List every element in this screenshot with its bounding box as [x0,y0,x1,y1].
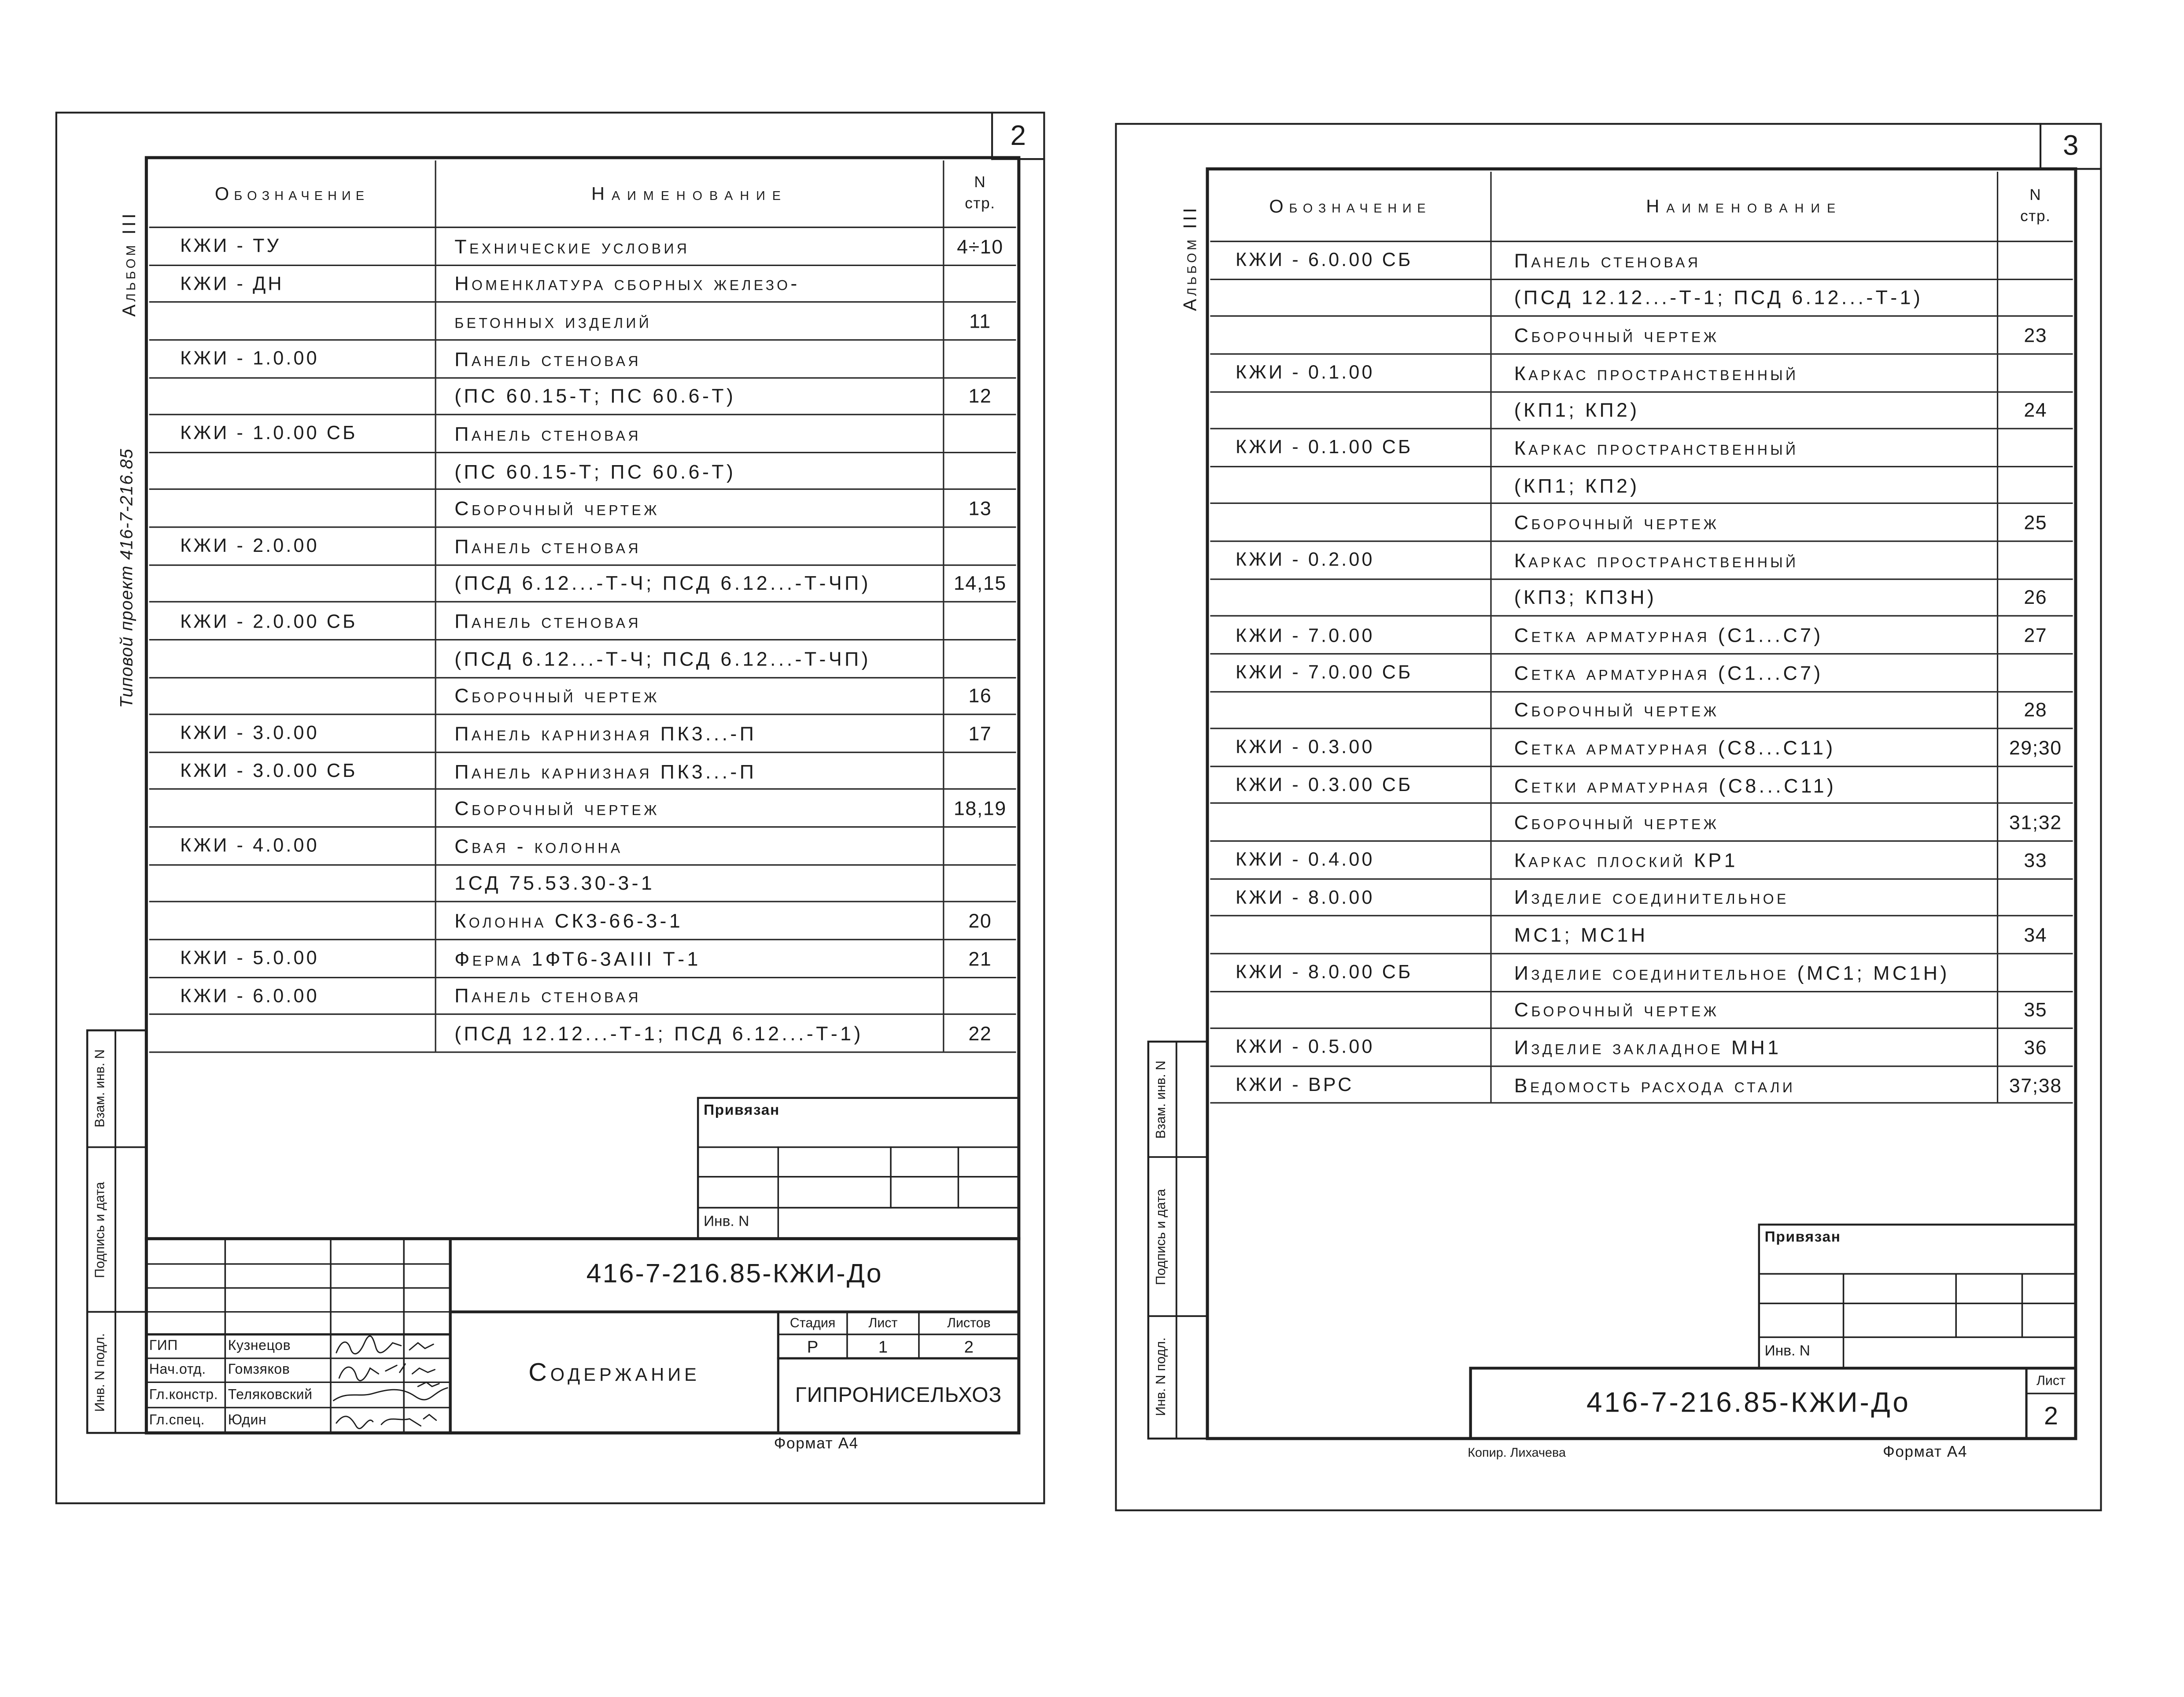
designation-cell: КЖИ - 7.0.00 [1210,617,1491,653]
table-row [1210,392,2073,429]
table-row [1210,692,2073,729]
name-cell: Панель карнизная ПК3...-П [436,753,944,789]
table-row [149,940,1016,977]
name-cell: Изделие соединительное [1492,879,1999,915]
left-document-code: 416-7-216.85-КЖИ-До [586,1260,883,1290]
table-row [1210,429,2073,467]
page-cell [944,415,1016,451]
page-header-label: стр. [965,195,996,212]
page-header-n: N [974,174,986,191]
name-cell: Сетки арматурная (С8...С11) [1492,767,1999,803]
signature-name: Юдин [228,1412,267,1428]
name-cell: Сборочный чертеж [1492,692,1999,728]
page-cell: 20 [968,909,992,932]
designation-cell [1210,917,1491,953]
table-row [149,303,1016,340]
designation-cell: КЖИ - 0.3.00 [1210,729,1491,765]
page-cell: 34 [2024,923,2048,946]
designation-cell: КЖИ - 5.0.00 [149,940,436,976]
designation-cell [1210,692,1491,728]
name-cell: Панель стеновая [436,603,944,639]
table-row [149,1015,1016,1053]
name-cell: 1СД 75.53.30-3-1 [436,865,944,901]
name-cell: Изделие закладное МН1 [1492,1029,1999,1065]
name-cell: Сетка арматурная (С8...С11) [1492,729,1999,765]
name-header: Наименование [1492,172,1999,241]
designation-cell: КЖИ - 7.0.00 СБ [1210,654,1491,691]
table-row [1210,842,2073,879]
left-inv-orig-label: Инв. N подл. [92,1333,109,1412]
page-cell: 4÷10 [957,235,1003,258]
organization-name: ГИПРОНИСЕЛЬХОЗ [795,1383,1002,1408]
designation-cell [1210,991,1491,1028]
name-cell: Каркас плоский КР1 [1492,842,1999,878]
name-cell: Свая - колонна [436,828,944,864]
designation-cell: КЖИ - 1.0.00 [149,340,436,377]
sheet-value: 1 [878,1336,888,1357]
table-row [149,790,1016,828]
page-cell [944,640,1016,677]
table-body [149,228,1016,1053]
page-cell [1998,542,2073,578]
page-cell [1998,355,2073,391]
name-cell: Сетка арматурная (С1...С7) [1492,617,1999,653]
table-header [1210,172,2073,242]
table-row [149,640,1016,678]
page-cell: 36 [2024,1035,2048,1059]
page-cell: 21 [968,946,992,969]
page-cell: 35 [2024,998,2048,1021]
name-cell: (КП3; КП3Н) [1492,580,1999,616]
name-header: Наименование [436,160,944,226]
name-cell: (КП1; КП2) [1492,467,1999,503]
name-cell: МС1; МС1Н [1492,917,1999,953]
copied-by-label: Копир. Лихачева [1468,1446,1566,1460]
name-cell: Сборочный чертеж [1492,317,1999,353]
page-cell: 25 [2024,511,2048,534]
table-row [1210,242,2073,280]
designation-cell [149,902,436,939]
page-cell [944,753,1016,789]
designation-cell [149,490,436,526]
table-row [1210,542,2073,579]
page-cell: 31;32 [2009,811,2062,834]
sheets-label: Листов [947,1315,991,1331]
table-row [1210,804,2073,842]
designation-cell: КЖИ - 3.0.00 [149,715,436,751]
right-sheet-label: Лист [2036,1373,2066,1389]
name-cell: Сборочный чертеж [436,490,944,526]
page-cell [1998,767,2073,803]
page-cell: 33 [2024,848,2048,871]
left-format-label: Формат А4 [774,1435,859,1453]
designation-cell: КЖИ - 0.1.00 [1210,355,1491,391]
right-album-label: Альбом III [1179,204,1201,311]
page-cell: 17 [968,722,992,745]
name-cell: Панель карнизная ПК3...-П [436,715,944,751]
designation-cell: КЖИ - 2.0.00 [149,528,436,564]
name-cell: Сборочный чертеж [1492,804,1999,840]
page-cell: 11 [969,310,991,333]
page-cell [1998,467,2073,503]
stage-label: Стадия [789,1315,836,1331]
signature-role: ГИП [149,1338,178,1354]
name-cell: бетонных изделий [436,303,944,339]
designation-cell [149,678,436,714]
left-document-title: Содержание [528,1357,700,1386]
name-cell: Панель стеновая [436,340,944,377]
designation-cell: КЖИ - 6.0.00 СБ [1210,242,1491,278]
designation-cell [149,640,436,677]
table-row [1210,729,2073,767]
page-cell [944,828,1016,864]
name-cell: Панель стеновая [436,978,944,1014]
name-cell: Технические условия [436,228,944,264]
table-row [1210,879,2073,917]
page-cell: 22 [968,1022,992,1045]
designation-cell: КЖИ - 0.2.00 [1210,542,1491,578]
signature-role: Гл.констр. [149,1387,218,1403]
designation-cell: КЖИ - 0.1.00 СБ [1210,429,1491,466]
name-cell: (ПС 60.15-Т; ПС 60.6-Т) [436,453,944,489]
right-sheet-number: 3 [2062,130,2079,161]
table-row [149,378,1016,415]
designation-cell [1210,504,1491,540]
table-row [1210,504,2073,542]
page-cell: 14,15 [953,572,1007,595]
stage-value: Р [807,1336,819,1357]
left-attached-inv: Инв. N [703,1213,749,1231]
designation-cell [1210,317,1491,353]
table-row [149,566,1016,603]
designation-cell [1210,467,1491,503]
left-attached-label: Привязан [703,1102,780,1119]
table-row [1210,654,2073,692]
signature-name: Гомзяков [228,1362,290,1378]
designation-cell: КЖИ - 0.5.00 [1210,1029,1491,1065]
signature-role: Гл.спец. [149,1412,205,1428]
name-cell: Сетка арматурная (С1...С7) [1492,654,1999,691]
designation-cell [149,790,436,826]
designation-cell [1210,804,1491,840]
table-row [149,865,1016,902]
page-cell: 26 [2024,586,2048,609]
left-replace-inv-label: Взам. инв. N [92,1050,109,1128]
table-row [1210,1067,2073,1104]
table-row [1210,991,2073,1029]
page-header-label: стр. [2020,207,2051,225]
page-header [1998,172,2073,241]
name-cell: Сборочный чертеж [1492,991,1999,1028]
name-cell: (КП1; КП2) [1492,392,1999,428]
name-cell: Каркас пространственный [1492,542,1999,578]
name-cell: (ПСД 6.12...-Т-Ч; ПСД 6.12...-Т-ЧП) [436,640,944,677]
page-cell [1998,429,2073,466]
name-cell: Сборочный чертеж [436,678,944,714]
table-row [1210,917,2073,954]
table-row [1210,580,2073,617]
name-cell: (ПС 60.15-Т; ПС 60.6-Т) [436,378,944,414]
name-cell: Сборочный чертеж [1492,504,1999,540]
page-cell: 24 [2024,399,2048,421]
table-row [149,753,1016,790]
left-contents-table [149,160,1016,1052]
page-cell: 16 [968,684,992,707]
page-cell [944,453,1016,489]
right-format-label: Формат А4 [1883,1444,1968,1461]
table-row [149,678,1016,715]
right-replace-inv-label: Взам. инв. N [1154,1060,1169,1139]
designation-cell: КЖИ - 0.3.00 СБ [1210,767,1491,803]
designation-cell [149,378,436,414]
page-cell [1998,242,2073,278]
designation-header: Обозначение [1210,172,1491,241]
name-cell: (ПСД 12.12...-Т-1; ПСД 6.12...-Т-1) [436,1015,944,1051]
page-cell: 12 [968,385,992,407]
left-sign-date-label: Подпись и дата [92,1181,109,1278]
page-cell: 27 [2024,623,2048,647]
designation-cell: КЖИ - 8.0.00 СБ [1210,954,1491,990]
page-cell [944,978,1016,1014]
page-header-n: N [2029,186,2042,203]
name-cell: (ПСД 6.12...-Т-Ч; ПСД 6.12...-Т-ЧП) [436,566,944,602]
name-cell: Ведомость расхода стали [1492,1067,1999,1103]
page-cell [1998,879,2073,915]
table-row [149,902,1016,940]
table-row [149,603,1016,640]
page-cell [944,865,1016,901]
designation-cell: КЖИ - 0.4.00 [1210,842,1491,878]
table-row [1210,317,2073,355]
page-header [944,160,1016,226]
page-cell [1998,654,2073,691]
signature-name: Теляковский [228,1387,313,1403]
signature-name: Кузнецов [228,1338,291,1354]
table-row [149,415,1016,453]
name-cell: Панель стеновая [436,528,944,564]
designation-cell: КЖИ - 6.0.00 [149,978,436,1014]
table-row [149,978,1016,1015]
page-cell: 23 [2024,324,2048,347]
left-album-label: Альбом III [118,210,140,316]
page-cell [944,603,1016,639]
name-cell: Панель стеновая [1492,242,1999,278]
right-attached-inv: Инв. N [1764,1342,1810,1360]
sheets-value: 2 [964,1336,974,1357]
designation-header: Обозначение [149,160,436,226]
page-cell: 13 [968,497,992,520]
table-row [1210,1029,2073,1067]
designation-cell [149,865,436,901]
signature-role: Нач.отд. [149,1362,206,1378]
name-cell: Колонна СК3-66-3-1 [436,902,944,939]
page-cell [944,340,1016,377]
table-row [149,228,1016,266]
table-row [1210,467,2073,504]
designation-cell [1210,392,1491,428]
designation-cell: КЖИ - 4.0.00 [149,828,436,864]
table-row [149,828,1016,865]
designation-cell: КЖИ - ТУ [149,228,436,264]
right-inv-orig-label: Инв. N подл. [1154,1338,1169,1417]
designation-cell [1210,580,1491,616]
designation-cell: КЖИ - 3.0.00 СБ [149,753,436,789]
right-document-code: 416-7-216.85-КЖИ-До [1586,1387,1911,1418]
table-row [1210,767,2073,804]
designation-cell: КЖИ - ВРС [1210,1067,1491,1103]
name-cell: Номенклатура сборных железо- [436,266,944,302]
designation-cell: КЖИ - 8.0.00 [1210,879,1491,915]
page-cell [944,528,1016,564]
table-row [149,715,1016,753]
name-cell: Панель стеновая [436,415,944,451]
page-cell: 29;30 [2009,736,2062,759]
page-cell: 37;38 [2009,1073,2062,1096]
table-row [1210,954,2073,991]
table-row [1210,280,2073,317]
page-cell [1998,954,2073,990]
name-cell: Ферма 1ФТ6-3АIII Т-1 [436,940,944,976]
designation-cell [149,303,436,339]
table-row [149,340,1016,378]
table-body [1210,242,2073,1104]
left-project-label: Типовой проект 416-7-216.85 [117,448,137,709]
designation-cell [1210,280,1491,316]
table-row [149,266,1016,303]
name-cell: Каркас пространственный [1492,429,1999,466]
table-row [1210,355,2073,392]
designation-cell: КЖИ - 2.0.00 СБ [149,603,436,639]
designation-cell [149,453,436,489]
table-row [149,453,1016,490]
table-header [149,160,1016,228]
table-row [149,490,1016,528]
designation-cell [149,566,436,602]
name-cell: Изделие соединительное (МС1; МС1Н) [1492,954,1999,990]
name-cell: (ПСД 12.12...-Т-1; ПСД 6.12...-Т-1) [1492,280,1999,316]
right-sign-date-label: Подпись и дата [1154,1188,1169,1285]
name-cell: Сборочный чертеж [436,790,944,826]
name-cell: Каркас пространственный [1492,355,1999,391]
right-sheet-value: 2 [2044,1401,2058,1430]
page-cell: 28 [2024,699,2048,721]
table-row [149,528,1016,565]
designation-cell [149,1015,436,1051]
table-row [1210,617,2073,654]
page-cell: 18,19 [953,797,1007,820]
left-sheet-number: 2 [1010,121,1026,152]
handwritten-signatures [331,1335,450,1433]
right-contents-table [1210,172,2073,1104]
page-cell [944,266,1016,302]
sheet-label: Лист [868,1315,898,1331]
right-attached-label: Привязан [1764,1229,1841,1246]
designation-cell: КЖИ - ДН [149,266,436,302]
page-cell [1998,280,2073,316]
designation-cell: КЖИ - 1.0.00 СБ [149,415,436,451]
